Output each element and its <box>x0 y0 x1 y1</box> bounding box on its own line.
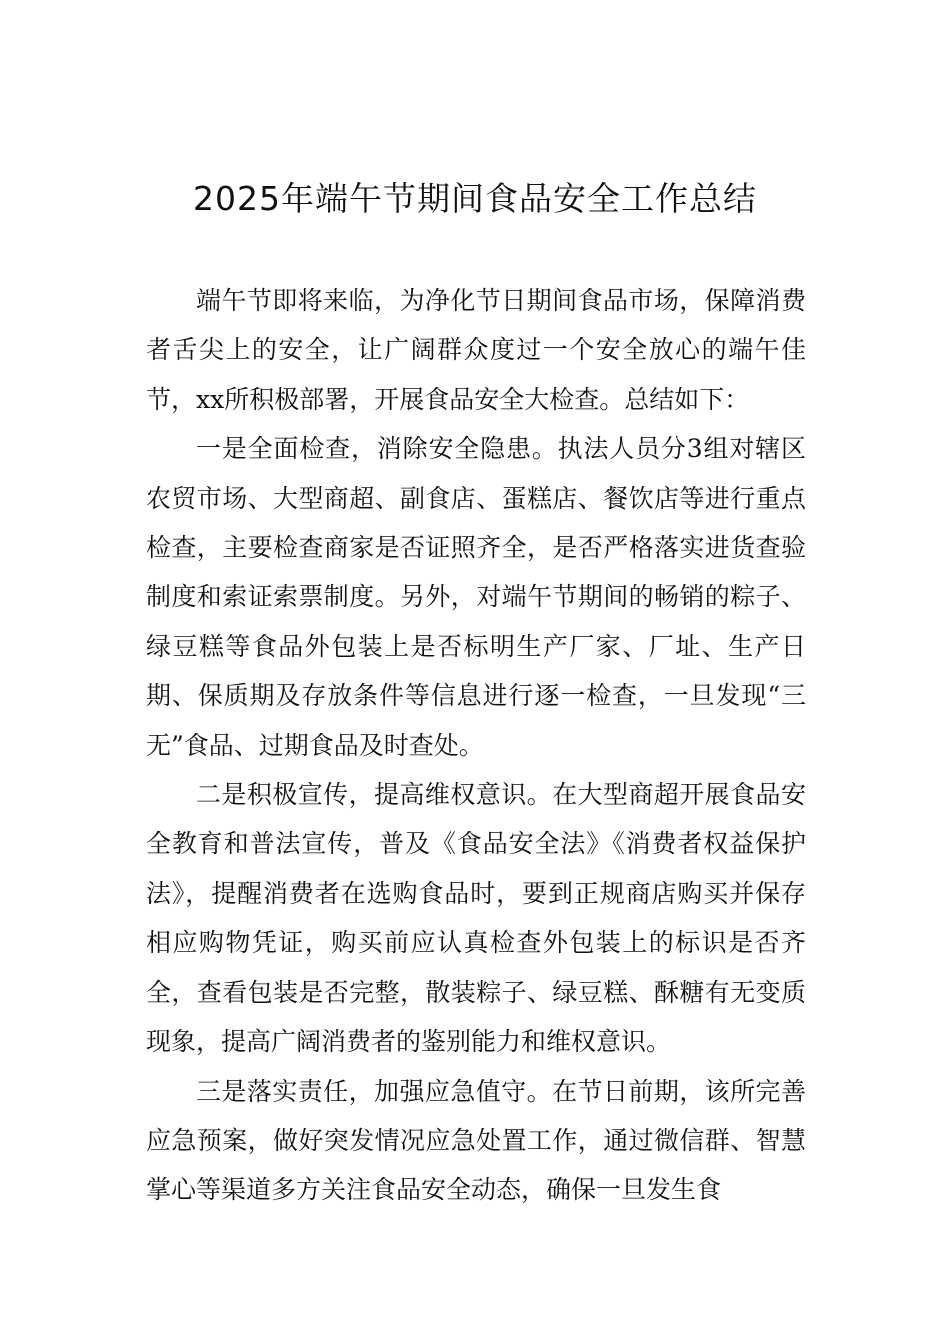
paragraph-publicity: 二是积极宣传，提高维权意识。在大型商超开展食品安全教育和普法宣传，普及《食品安全法》《消费者权益保护法》，提醒消费者在选购食品时，要到正规商店购买并保存相应购物凭证，购买前应认真检查外包装上的标识是否齐全，查看包装是否完整，散装粽子、绿豆糕、酥糖有无变质现象，提高广阔消费者的鉴别能力和维权意识。 <box>146 780 806 1057</box>
document-body <box>146 276 806 1215</box>
paragraph-inspection: 一是全面检查，消除安全隐患。执法人员分3组对辖区农贸市场、大型商超、副食店、蛋糕店、餐饮店等进行重点检查，主要检查商家是否证照齐全，是否严格落实进货查验制度和索证索票制度。另外，对端午节期间的畅销的粽子、绿豆糕等食品外包装上是否标明生产厂家、厂址、生产日期、保质期及存放条件等信息进行逐一检查，一旦发现“三无”食品、过期食品及时查处。 <box>146 434 806 760</box>
document-title: 2025年端午节期间食品安全工作总结 <box>193 179 757 218</box>
paragraph-responsibility: 三是落实责任，加强应急值守。在节日前期，该所完善应急预案，做好突发情况应急处置工作，通过微信群、智慧掌心等渠道多方关注食品安全动态，确保一旦发生食 <box>146 1076 806 1205</box>
paragraph-intro: 端午节即将来临，为净化节日期间食品市场，保障消费者舌尖上的安全，让广阔群众度过一个安全放心的端午佳节，xx所积极部署，开展食品安全大检查。总结如下： <box>146 286 806 414</box>
